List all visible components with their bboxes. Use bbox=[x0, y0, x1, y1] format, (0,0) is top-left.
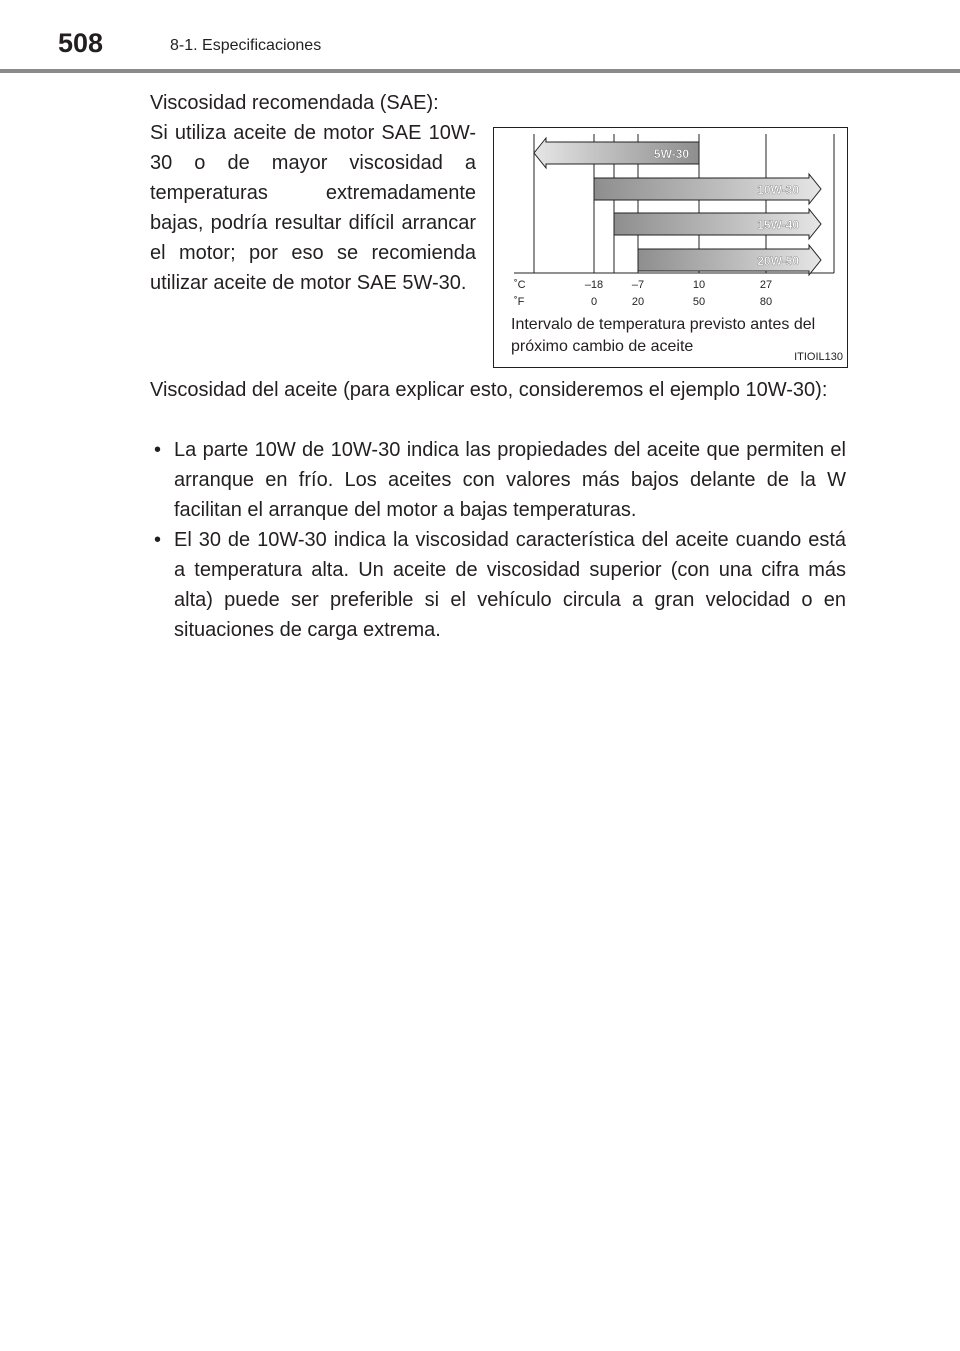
celsius-tick-label: –18 bbox=[584, 279, 604, 291]
celsius-tick-label: –7 bbox=[631, 279, 645, 291]
page-number: 508 bbox=[58, 28, 104, 58]
fahrenheit-tick-label: 0 bbox=[590, 296, 598, 308]
fahrenheit-tick-label: 80 bbox=[759, 296, 773, 308]
recommended-viscosity-text: Si utiliza aceite de motor SAE 10W-30 o de mayor viscosidad a temperaturas extremadamente bajas, podría resultar difícil arrancar el motor; por eso se recomienda utilizar aceite de motor SAE 5W-30. bbox=[150, 122, 476, 294]
fahrenheit-tick-label: 20 bbox=[631, 296, 645, 308]
section-title: 8-1. Especificaciones bbox=[170, 37, 322, 54]
list-item-text: La parte 10W de 10W-30 indica las propiedades del aceite que permiten el arranque en frío. Los aceites con valores más bajos delante de la W facilitan el arranque del motor a bajas temperaturas. bbox=[174, 439, 846, 521]
bullet-dot: • bbox=[154, 529, 162, 551]
celsius-tick-label: 10 bbox=[692, 279, 706, 291]
figure-code: ITIOIL130 bbox=[794, 351, 843, 363]
viscosity-grade-label: 10W-30 bbox=[757, 183, 799, 197]
viscosity-temperature-figure bbox=[493, 127, 848, 368]
fahrenheit-tick-label: 50 bbox=[692, 296, 706, 308]
bullet-dot: • bbox=[154, 439, 162, 461]
header-rule bbox=[0, 69, 960, 73]
oil-viscosity-heading: Viscosidad del aceite (para explicar esto, consideremos el ejemplo 10W-30): bbox=[150, 379, 828, 401]
oil-viscosity-list bbox=[150, 435, 846, 645]
figure-caption: Intervalo de temperatura previsto antes del próximo cambio de aceite bbox=[511, 316, 816, 355]
list-item-text: El 30 de 10W-30 indica la viscosidad característica del aceite cuando está a temperatura alta. Un aceite de viscosidad superior (con una cifra más alta) puede ser preferible si el vehículo circula a gran velocidad o en situaciones de carga extrema. bbox=[174, 529, 846, 641]
viscosity-grade-label: 15W-40 bbox=[757, 218, 799, 232]
list-item bbox=[150, 435, 846, 525]
fahrenheit-unit-label: ˚F bbox=[514, 296, 525, 308]
recommended-viscosity-heading: Viscosidad recomendada (SAE): bbox=[150, 92, 439, 114]
celsius-tick-label: 27 bbox=[759, 279, 773, 291]
viscosity-grade-label: 20W-50 bbox=[757, 254, 799, 268]
list-item bbox=[150, 525, 846, 645]
viscosity-grade-label: 5W-30 bbox=[653, 147, 689, 161]
celsius-unit-label: ˚C bbox=[514, 279, 526, 291]
